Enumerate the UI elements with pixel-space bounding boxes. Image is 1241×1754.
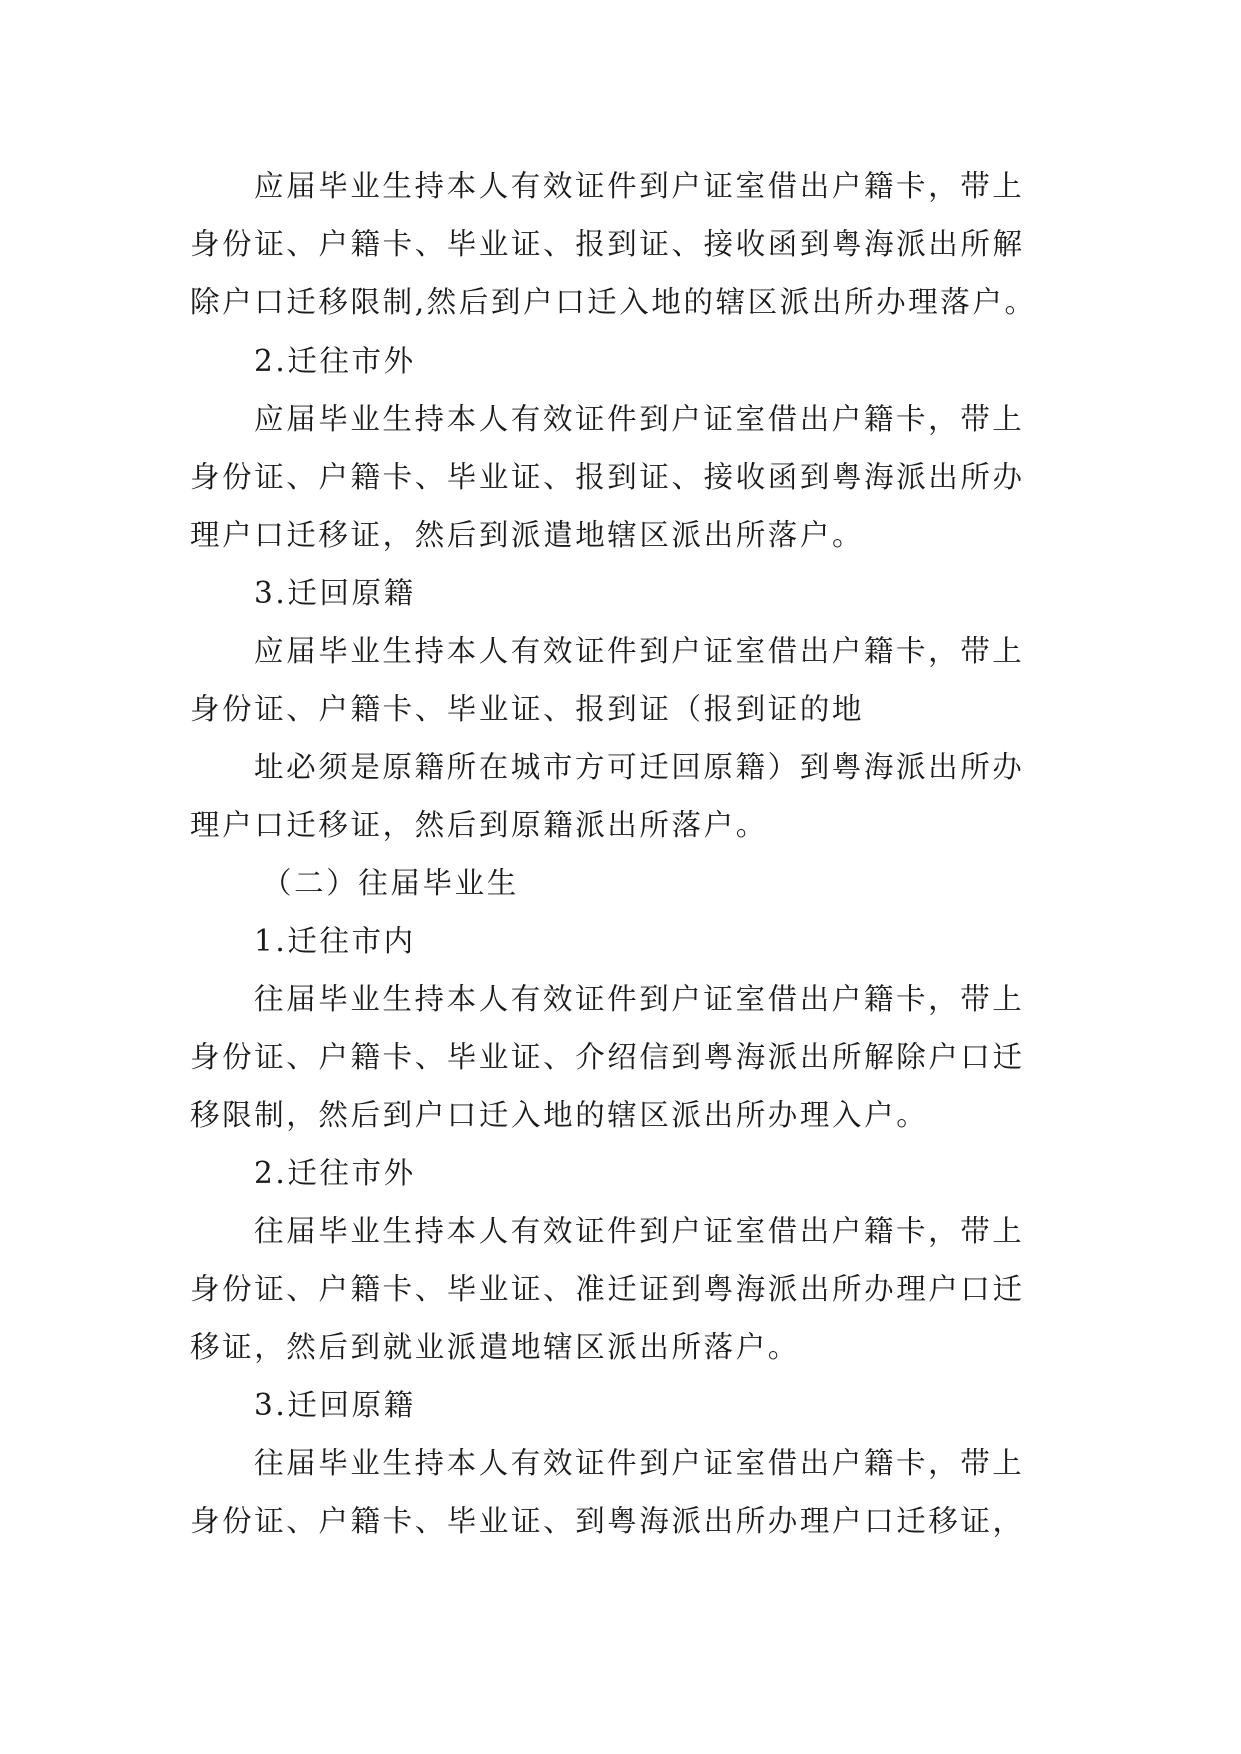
section-heading: 2.迁往市外 xyxy=(254,344,416,378)
paragraph-line: 身份证、户籍卡、毕业证、准迁证到粤海派出所办理户口迁 xyxy=(190,1272,1025,1306)
paragraph-line: 身份证、户籍卡、毕业证、报到证、接收函到粤海派出所解 xyxy=(190,227,1025,261)
paragraph-line: 址必须是原籍所在城市方可迁回原籍）到粤海派出所办 xyxy=(254,750,1025,784)
section-heading: 1.迁往市内 xyxy=(254,924,416,958)
paragraph-line: 应届毕业生持本人有效证件到户证室借出户籍卡，带上 xyxy=(254,634,1025,668)
paragraph-line: 身份证、户籍卡、毕业证、介绍信到粤海派出所解除户口迁 xyxy=(190,1040,1025,1074)
paragraph-line: 除户口迁移限制,然后到户口迁入地的辖区派出所办理落户。 xyxy=(190,285,1037,319)
paragraph-line: 理户口迁移证，然后到原籍派出所落户。 xyxy=(190,808,768,842)
section-heading: 3.迁回原籍 xyxy=(254,576,416,610)
paragraph-line: 身份证、户籍卡、毕业证、报到证、接收函到粤海派出所办 xyxy=(190,460,1025,494)
paragraph-line: 移限制，然后到户口迁入地的辖区派出所办理入户。 xyxy=(190,1098,929,1132)
paragraph-line: 移证，然后到就业派遣地辖区派出所落户。 xyxy=(190,1330,800,1364)
paragraph-line: 身份证、户籍卡、毕业证、报到证（报到证的地 xyxy=(190,692,865,726)
paragraph-line: 往届毕业生持本人有效证件到户证室借出户籍卡，带上 xyxy=(254,982,1025,1016)
paragraph-line: 身份证、户籍卡、毕业证、到粤海派出所办理户口迁移证， xyxy=(190,1504,1025,1538)
section-heading: （二）往届毕业生 xyxy=(262,866,519,900)
paragraph-line: 应届毕业生持本人有效证件到户证室借出户籍卡，带上 xyxy=(254,402,1025,436)
paragraph-line: 往届毕业生持本人有效证件到户证室借出户籍卡，带上 xyxy=(254,1214,1025,1248)
paragraph-line: 理户口迁移证，然后到派遣地辖区派出所落户。 xyxy=(190,518,865,552)
section-heading: 3.迁回原籍 xyxy=(254,1388,416,1422)
paragraph-line: 往届毕业生持本人有效证件到户证室借出户籍卡，带上 xyxy=(254,1446,1025,1480)
section-heading: 2.迁往市外 xyxy=(254,1156,416,1190)
paragraph-line: 应届毕业生持本人有效证件到户证室借出户籍卡，带上 xyxy=(254,169,1025,203)
